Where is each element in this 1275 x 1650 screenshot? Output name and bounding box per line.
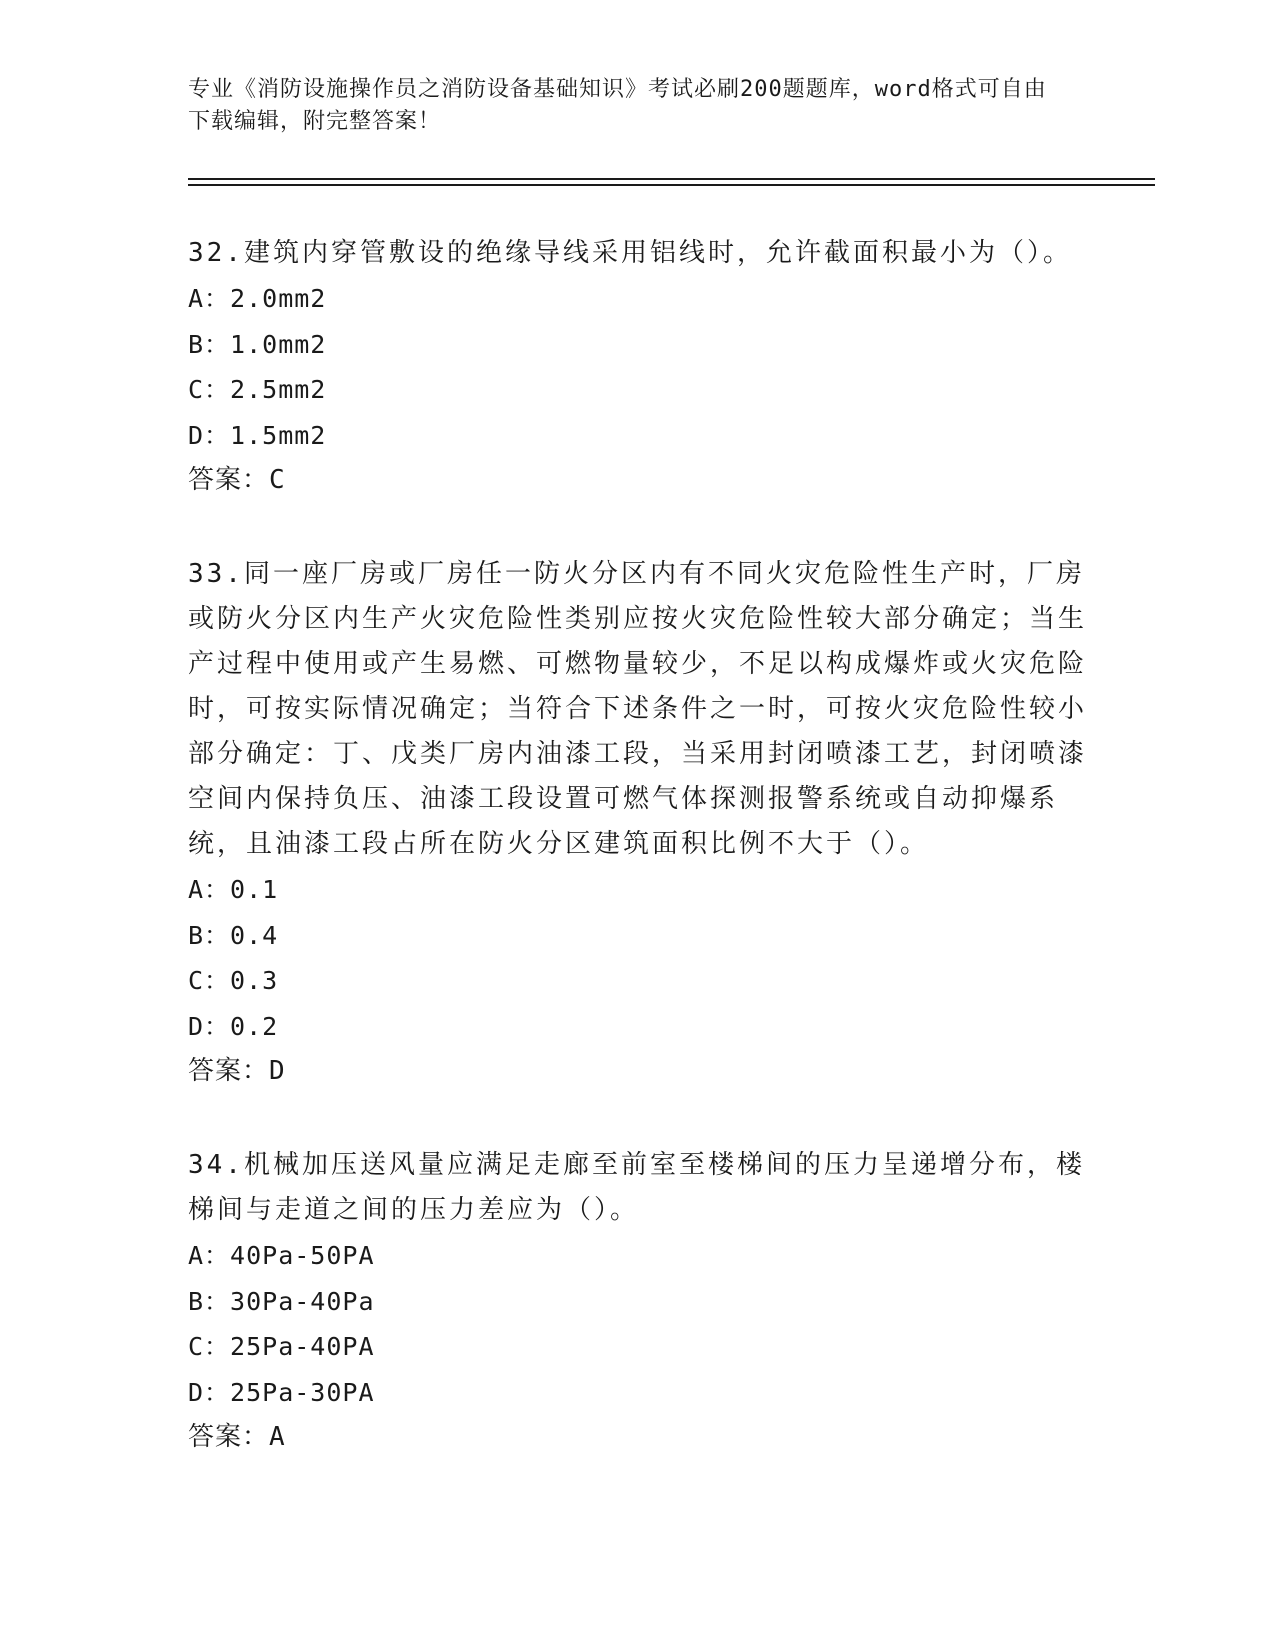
option-b: B：30Pa-40Pa [188, 1286, 375, 1316]
option-a: A：40Pa-50PA [188, 1241, 375, 1270]
option-c: C：0.3 [188, 966, 279, 995]
question-34 [188, 1143, 1088, 1460]
question-32 [188, 231, 1088, 503]
question-stem: 34.机械加压送风量应满足走廊至前室至楼梯间的压力呈递增分布，楼梯间与走道之间的压力差应为（）。 [188, 1150, 1085, 1225]
question-33 [188, 552, 1088, 1094]
document-header: 专业《消防设施操作员之消防设备基础知识》考试必刷200题题库，word格式可自由下载编辑，附完整答案！ [188, 77, 1047, 134]
option-d: D：0.2 [188, 1011, 279, 1041]
question-stem: 32.建筑内穿管敷设的绝缘导线采用铝线时，允许截面积最小为（）。 [188, 238, 1072, 268]
option-d: D：25Pa-30PA [188, 1377, 375, 1407]
option-c: C：2.5mm2 [188, 375, 327, 404]
header-divider-top [188, 178, 1155, 180]
option-b: B：0.4 [188, 920, 279, 950]
option-a: A：0.1 [188, 875, 279, 904]
header-divider-bottom [188, 184, 1155, 186]
answer: 答案：C [188, 465, 286, 495]
answer: 答案：D [188, 1056, 286, 1086]
option-d: D：1.5mm2 [188, 420, 327, 450]
option-c: C：25Pa-40PA [188, 1332, 375, 1361]
answer: 答案：A [188, 1422, 286, 1452]
question-stem: 33.同一座厂房或厂房任一防火分区内有不同火灾危险性生产时，厂房或防火分区内生产火灾危险性类别应按火灾危险性较大部分确定；当生产过程中使用或产生易燃、可燃物量较少，不足以构成爆炸或火灾危险时，可按实际情况确定；当符合下述条件之一时，可按火灾危险性较小部分确定：丁、戊类厂房内油漆工段，当采用封闭喷漆工艺，封闭喷漆空间内保持负压、油漆工段设置可燃气体探测报警系统或自动抑爆系统，且油漆工段占所在防火分区建筑面积比例不大于（）。 [188, 559, 1088, 859]
option-b: B：1.0mm2 [188, 329, 327, 359]
option-a: A：2.0mm2 [188, 284, 327, 313]
